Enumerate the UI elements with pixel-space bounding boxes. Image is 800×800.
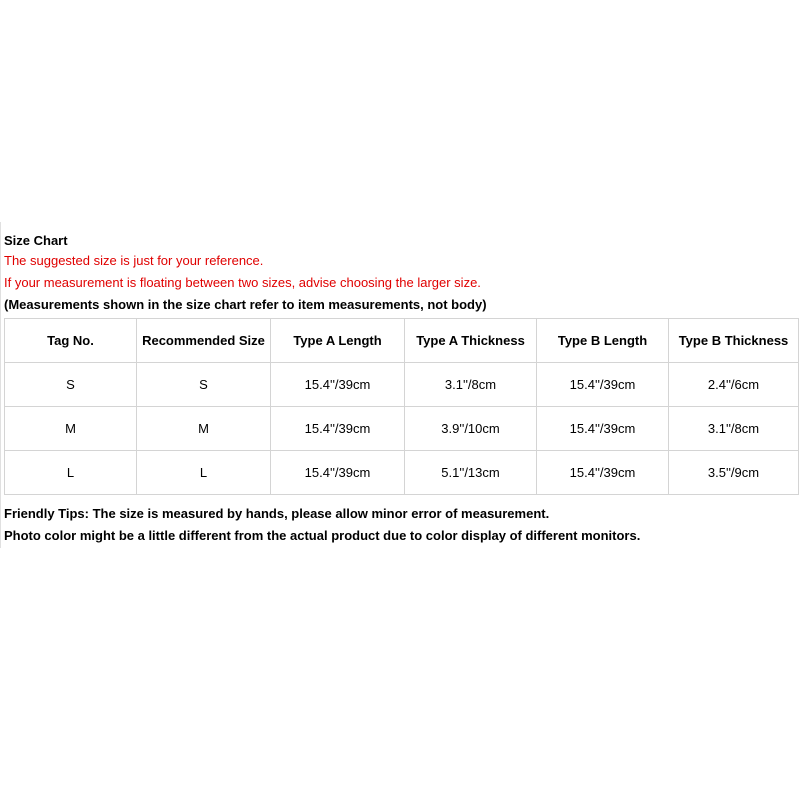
friendly-tips — [4, 503, 798, 547]
tip-photo-color: Photo color might be a little different from the actual product due to color display of different monitors. — [4, 528, 641, 543]
left-divider — [0, 222, 1, 548]
table-cell: S — [137, 363, 271, 407]
table-row — [5, 451, 799, 495]
table-cell: 3.9''/10cm — [405, 407, 537, 451]
header-type-b-thickness: Type B Thickness — [669, 319, 799, 363]
table-cell: 15.4''/39cm — [537, 451, 669, 495]
table-cell: M — [5, 407, 137, 451]
table-cell: 3.5''/9cm — [669, 451, 799, 495]
header-recommended-size: Recommended Size — [137, 319, 271, 363]
table-cell: 5.1''/13cm — [405, 451, 537, 495]
table-cell: S — [5, 363, 137, 407]
size-chart-section — [4, 232, 798, 547]
table-row — [5, 407, 799, 451]
table-cell: 15.4''/39cm — [271, 407, 405, 451]
table-row — [5, 363, 799, 407]
table-cell: 15.4''/39cm — [271, 363, 405, 407]
header-type-b-length: Type B Length — [537, 319, 669, 363]
reference-note: The suggested size is just for your reference. — [4, 253, 264, 268]
table-header-row — [5, 319, 799, 363]
table-cell: 2.4''/6cm — [669, 363, 799, 407]
page-title: Size Chart — [4, 233, 68, 248]
size-table — [4, 318, 799, 495]
table-cell: 3.1''/8cm — [405, 363, 537, 407]
table-cell: L — [5, 451, 137, 495]
header-type-a-thickness: Type A Thickness — [405, 319, 537, 363]
larger-size-note: If your measurement is floating between two sizes, advise choosing the larger size. — [4, 275, 481, 290]
header-tag-no: Tag No. — [5, 319, 137, 363]
table-cell: 3.1''/8cm — [669, 407, 799, 451]
header-type-a-length: Type A Length — [271, 319, 405, 363]
table-cell: 15.4''/39cm — [537, 407, 669, 451]
table-cell: 15.4''/39cm — [271, 451, 405, 495]
measurement-note: (Measurements shown in the size chart refer to item measurements, not body) — [4, 297, 487, 312]
table-cell: M — [137, 407, 271, 451]
table-cell: L — [137, 451, 271, 495]
tip-measurement: Friendly Tips: The size is measured by hands, please allow minor error of measurement. — [4, 506, 550, 521]
table-cell: 15.4''/39cm — [537, 363, 669, 407]
